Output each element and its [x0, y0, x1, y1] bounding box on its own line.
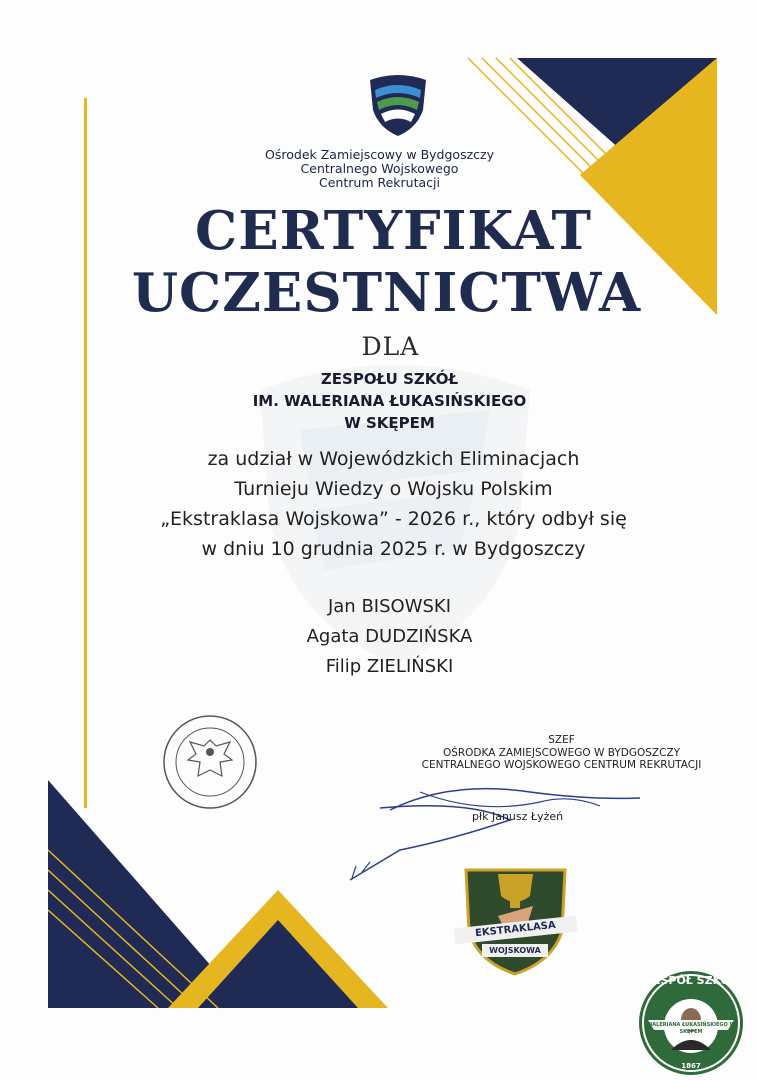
body-line-3: „Ekstraklasa Wojskowa” - 2026 r., który odbył się	[160, 508, 627, 530]
title-line-1: CERTYFIKAT	[195, 200, 592, 262]
participant-name: Filip ZIELIŃSKI	[325, 656, 454, 677]
chief-line-1: SZEF	[548, 734, 575, 746]
participants-list	[10, 592, 759, 682]
header-line-3: Centrum Rekrutacji	[319, 175, 440, 190]
school-line-2: IM. WALERIANA ŁUKASIŃSKIEGO	[252, 392, 527, 410]
logo-top-text: ZESPÓŁ SZKÓŁ	[644, 974, 738, 987]
school-line-1: ZESPOŁU SZKÓŁ	[320, 370, 459, 388]
title-line-2: UCZESTNICTWA	[131, 262, 642, 324]
signer-name: płk Janusz Łyżeń	[472, 810, 564, 823]
chief-title	[182, 734, 759, 772]
ekstraklasa-badge	[458, 856, 573, 976]
logo-ring-text: WALERIANA ŁUKASIŃSKIEGO W SKĘPEM	[647, 1022, 735, 1035]
header-line-2: Centralnego Wojskowego	[300, 161, 459, 176]
header-line-1: Ośrodek Zamiejscowy w Bydgoszczy	[265, 147, 494, 162]
school-name	[10, 368, 759, 434]
trophy-shield-icon	[458, 856, 573, 976]
school-logo	[638, 970, 744, 1076]
ccr-logo-icon	[365, 72, 431, 138]
school-line-3: W SKĘPEM	[344, 414, 435, 432]
body-line-1: za udział w Wojewódzkich Eliminacjach	[207, 448, 580, 470]
chief-line-2: OŚRODKA ZAMIEJSCOWEGO W BYDGOSZCZY	[442, 746, 681, 759]
chief-line-3: CENTRALNEGO WOJSKOWEGO CENTRUM REKRUTACJI	[421, 759, 702, 771]
participant-name: Agata DUDZIŃSKA	[306, 626, 473, 647]
body-line-4: w dniu 10 grudnia 2025 r. w Bydgoszczy	[201, 538, 586, 560]
badge-line-1: EKSTRAKLASA	[454, 916, 578, 945]
logo-year: 1867	[681, 1062, 701, 1070]
body-line-2: Turnieju Wiedzy o Wojsku Polskim	[234, 478, 553, 500]
header-text	[0, 148, 759, 190]
certificate-body	[14, 444, 759, 564]
badge-line-2: WOJSKOWA	[482, 944, 548, 957]
participant-name: Jan BISOWSKI	[327, 596, 452, 617]
dla-label: DLA	[361, 332, 420, 361]
